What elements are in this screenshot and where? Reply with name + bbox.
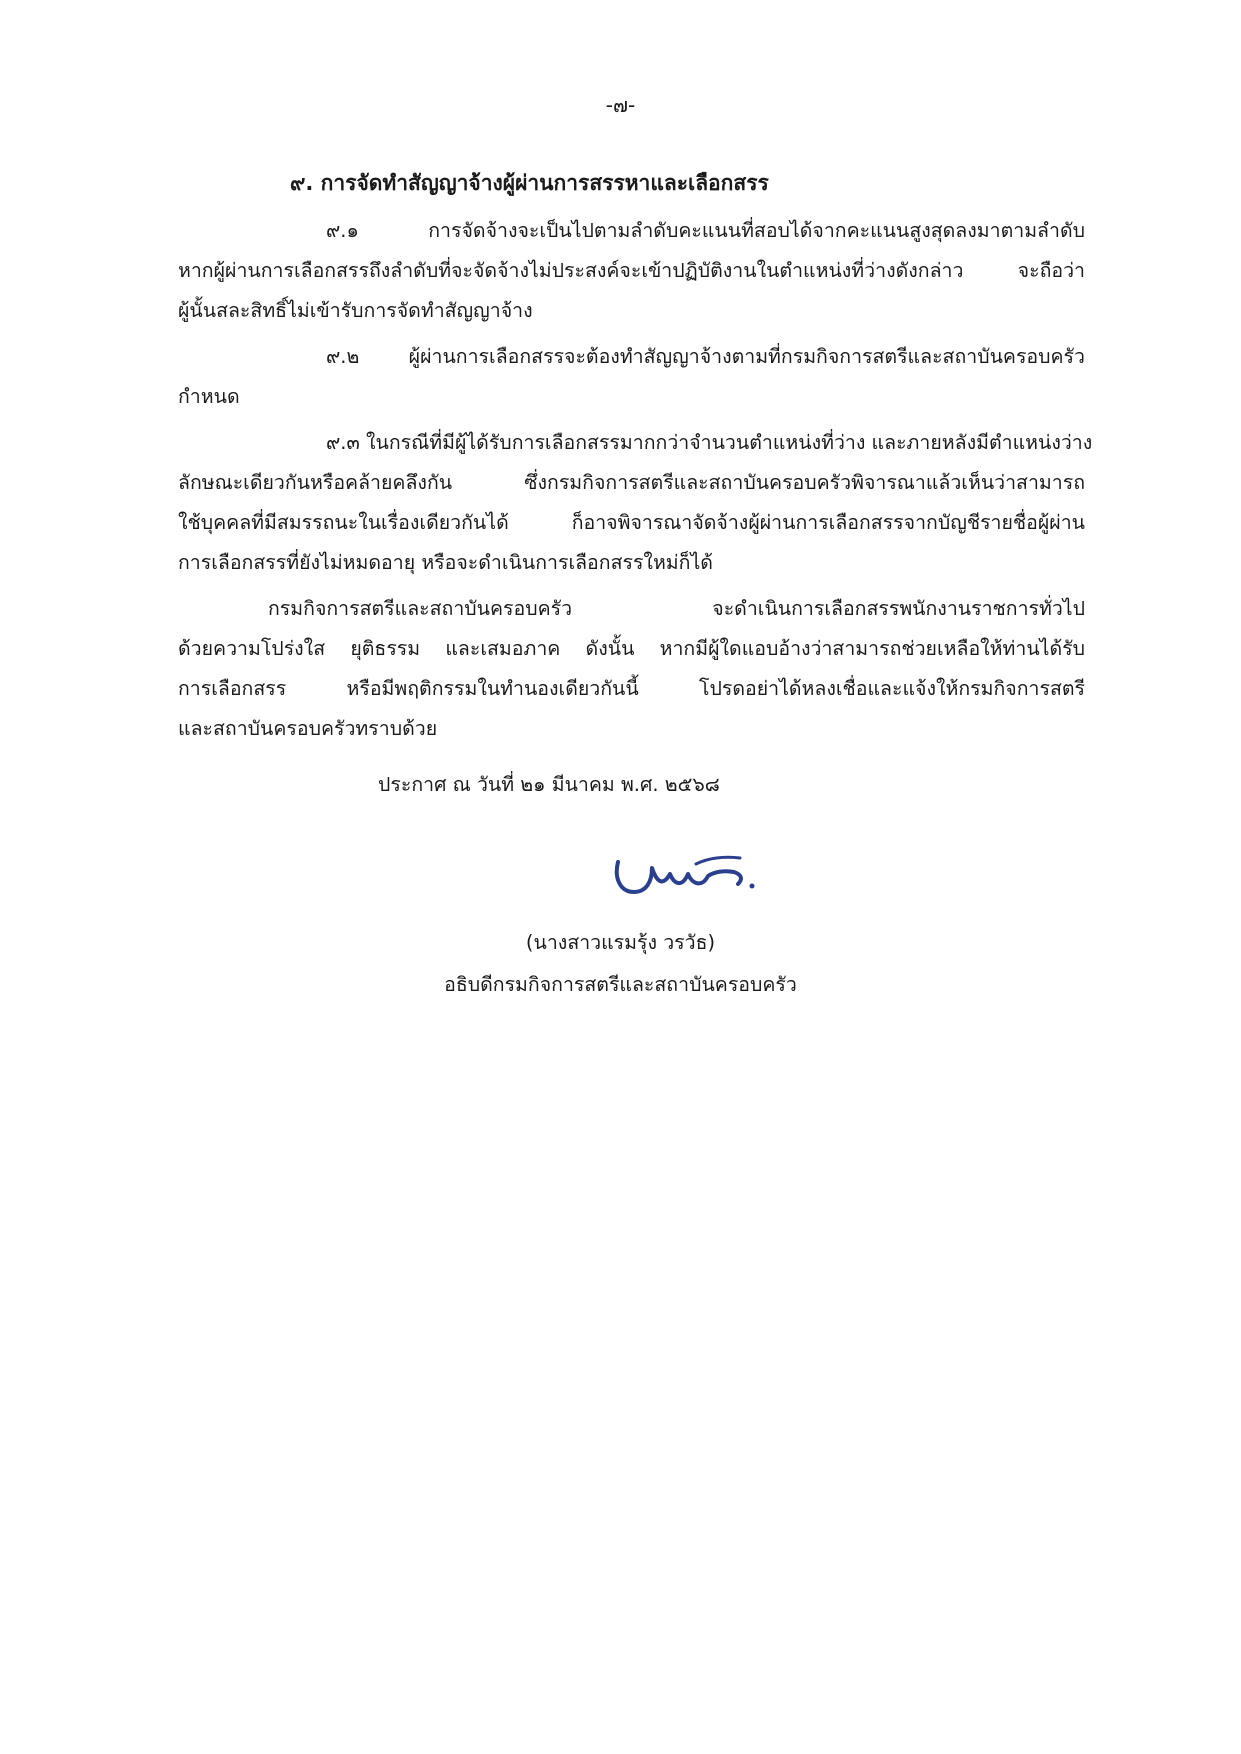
paragraph-9-3-line-3: ใช้บุคคลที่มีสมรรถนะในเรื่องเดียวกันได้ ก็อาจพิจารณาจัดจ้างผู้ผ่านการเลือกสรรจากบัญชีรายชื่อผู้ผ่าน (178, 511, 1085, 534)
closing-paragraph-line-4: และสถาบันครอบครัวทราบด้วย (178, 717, 438, 740)
paragraph-9-2-line-2: กำหนด (178, 385, 240, 408)
announcement-date: ประกาศ ณ วันที่ ๒๑ มีนาคม พ.ศ. ๒๕๖๘ (378, 773, 720, 796)
closing-paragraph-line-2: ด้วยความโปร่งใส ยุติธรรม และเสมอภาค ดังนั้น หากมีผู้ใดแอบอ้างว่าสามารถช่วยเหลือให้ท่านได้รับ (178, 637, 1085, 660)
paragraph-9-3-line-4: การเลือกสรรที่ยังไม่หมดอายุ หรือจะดำเนินการเลือกสรรใหม่ก็ได้ (178, 551, 713, 574)
paragraph-9-1-line-2: หากผู้ผ่านการเลือกสรรถึงลำดับที่จะจัดจ้างไม่ประสงค์จะเข้าปฏิบัติงานในตำแหน่งที่ว่างดังกล่าว จะถือว่า (178, 259, 1085, 282)
paragraph-9-1-line-1: ๙.๑ การจัดจ้างจะเป็นไปตามลำดับคะแนนที่สอบได้จากคะแนนสูงสุดลงมาตามลำดับ (326, 219, 1085, 242)
paragraph-9-2-line-1: ๙.๒ ผู้ผ่านการเลือกสรรจะต้องทำสัญญาจ้างตามที่กรมกิจการสตรีและสถาบันครอบครัว (326, 345, 1085, 368)
signer-name: (นางสาวแรมรุ้ง วรวัธ) (525, 931, 716, 954)
section-heading: ๙. การจัดทำสัญญาจ้างผู้ผ่านการสรรหาและเลือกสรร (290, 171, 769, 195)
paragraph-9-1-line-3: ผู้นั้นสละสิทธิ์ไม่เข้ารับการจัดทำสัญญาจ้าง (178, 299, 533, 322)
paragraph-9-3-line-1: ๙.๓ ในกรณีที่มีผู้ได้รับการเลือกสรรมากกว่าจำนวนตำแหน่งที่ว่าง และภายหลังมีตำแหน่งว่าง (326, 431, 1093, 454)
closing-paragraph-line-1: กรมกิจการสตรีและสถาบันครอบครัว จะดำเนินการเลือกสรรพนักงานราชการทั่วไป (268, 597, 1085, 620)
page-number: -๗- (605, 93, 636, 117)
paragraph-9-3-line-2: ลักษณะเดียวกันหรือคล้ายคลึงกัน ซึ่งกรมกิจการสตรีและสถาบันครอบครัวพิจารณาแล้วเห็นว่าสามารถ (178, 471, 1085, 494)
closing-paragraph-line-3: การเลือกสรร หรือมีพฤติกรรมในทำนองเดียวกันนี้ โปรดอย่าได้หลงเชื่อและแจ้งให้กรมกิจการสตรี (178, 677, 1085, 700)
signer-title: อธิบดีกรมกิจการสตรีและสถาบันครอบครัว (444, 973, 797, 996)
handwritten-signature (612, 848, 762, 900)
